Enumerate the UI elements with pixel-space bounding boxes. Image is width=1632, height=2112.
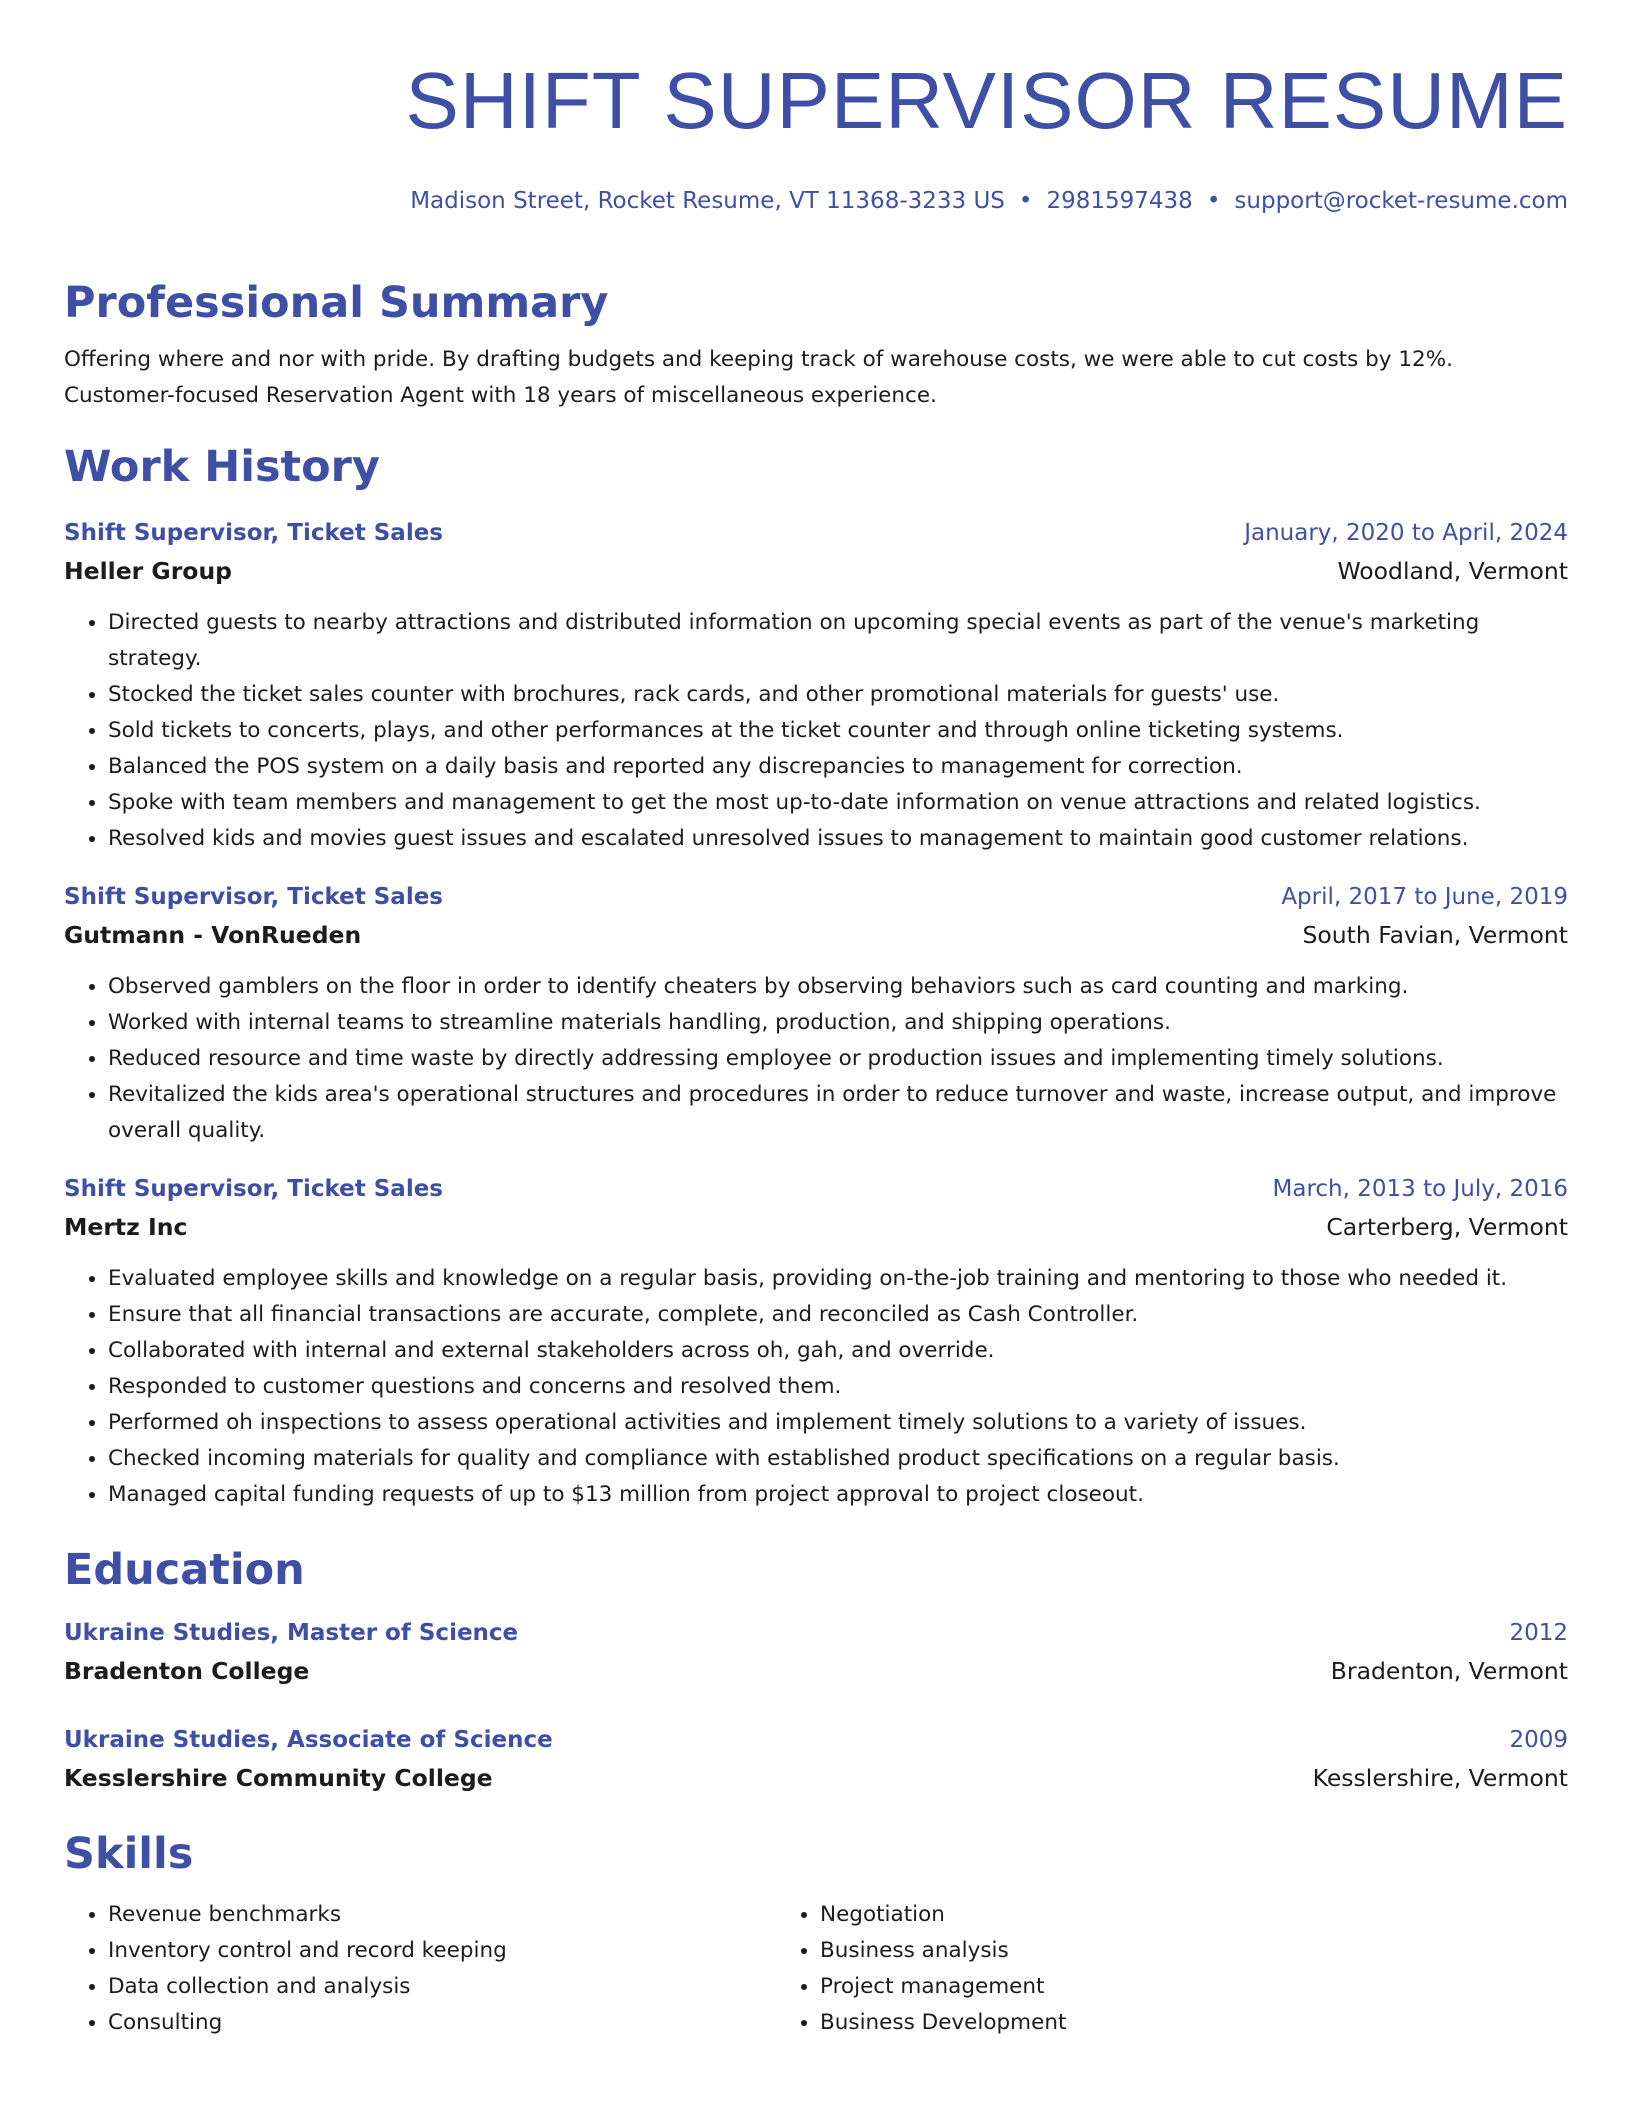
job-title: Shift Supervisor, Ticket Sales: [64, 1176, 443, 1202]
job-bullet: • Revitalized the kids area's operational structures and procedures in order to reduce turnover and waste, increase output, and improve overall quality.: [108, 1077, 1568, 1149]
job-bullet: • Balanced the POS system on a daily basis and reported any discrepancies to management for correction.: [108, 749, 1568, 785]
skill-item: • Business analysis: [820, 1933, 1444, 1969]
skills-list: [64, 1897, 1568, 2041]
resume-title: SHIFT SUPERVISOR RESUME: [405, 56, 1568, 145]
contact-address: Madison Street, Rocket Resume, VT 11368-3233 US: [410, 188, 1005, 214]
job-bullet: • Spoke with team members and management to get the most up-to-date information on venue attractions and related logistics.: [108, 785, 1568, 821]
job-bullet: • Responded to customer questions and concerns and resolved them.: [108, 1369, 1568, 1405]
skill-item: • Revenue benchmarks: [108, 1897, 754, 1933]
section-title-skills: Skills: [64, 1829, 194, 1879]
section-title-education: Education: [64, 1545, 305, 1595]
contact-separator: •: [1018, 188, 1033, 214]
skills-column-right: [754, 1897, 1444, 2041]
skills-column-left: [64, 1897, 754, 2041]
job-entry: [64, 878, 1568, 1149]
job-bullet: • Stocked the ticket sales counter with brochures, rack cards, and other promotional materials for guests' use.: [108, 677, 1568, 713]
education-location: Kesslershire, Vermont: [1312, 1764, 1568, 1792]
job-location: South Favian, Vermont: [1302, 921, 1568, 949]
job-bullet: • Sold tickets to concerts, plays, and other performances at the ticket counter and through online ticketing systems.: [108, 713, 1568, 749]
job-dates: March, 2013 to July, 2016: [1272, 1176, 1568, 1202]
skill-item: • Inventory control and record keeping: [108, 1933, 754, 1969]
job-dates: April, 2017 to June, 2019: [1281, 884, 1568, 910]
job-bullet: • Performed oh inspections to assess operational activities and implement timely solutions to a variety of issues.: [108, 1405, 1568, 1441]
contact-phone: 2981597438: [1046, 188, 1193, 214]
education-school: Kesslershire Community College: [64, 1764, 493, 1792]
job-dates: January, 2020 to April, 2024: [1244, 520, 1568, 546]
job-company: Gutmann - VonRueden: [64, 921, 362, 949]
education-degree: Ukraine Studies, Associate of Science: [64, 1727, 553, 1753]
job-title: Shift Supervisor, Ticket Sales: [64, 884, 443, 910]
skill-item: • Negotiation: [820, 1897, 1444, 1933]
job-bullets: [64, 969, 1568, 1149]
job-bullet: • Collaborated with internal and external stakeholders across oh, gah, and override.: [108, 1333, 1568, 1369]
job-location: Carterberg, Vermont: [1326, 1213, 1568, 1241]
job-bullet: • Reduced resource and time waste by directly addressing employee or production issues and implementing timely solutions.: [108, 1041, 1568, 1077]
education-entry: [64, 1614, 1568, 1690]
job-title: Shift Supervisor, Ticket Sales: [64, 520, 443, 546]
job-bullet: • Managed capital funding requests of up to $13 million from project approval to project closeout.: [108, 1477, 1568, 1513]
job-company: Mertz Inc: [64, 1213, 188, 1241]
job-bullet: • Worked with internal teams to streamline materials handling, production, and shipping operations.: [108, 1005, 1568, 1041]
job-entry: [64, 1170, 1568, 1513]
job-bullet: • Ensure that all financial transactions are accurate, complete, and reconciled as Cash Controller.: [108, 1297, 1568, 1333]
section-title-work-history: Work History: [64, 442, 380, 492]
job-company: Heller Group: [64, 557, 232, 585]
job-location: Woodland, Vermont: [1337, 557, 1568, 585]
education-year: 2012: [1509, 1620, 1568, 1646]
education-school: Bradenton College: [64, 1657, 310, 1685]
education-degree: Ukraine Studies, Master of Science: [64, 1620, 519, 1646]
education-year: 2009: [1509, 1727, 1568, 1753]
job-bullet: • Directed guests to nearby attractions and distributed information on upcoming special events as part of the venue's marketing strategy.: [108, 605, 1568, 677]
job-bullets: [64, 605, 1568, 857]
job-bullet: • Evaluated employee skills and knowledge on a regular basis, providing on-the-job training and mentoring to those who needed it.: [108, 1261, 1568, 1297]
job-bullet: • Resolved kids and movies guest issues and escalated unresolved issues to management to maintain good customer relations.: [108, 821, 1568, 857]
resume-header: [64, 55, 1568, 216]
job-entry: [64, 514, 1568, 857]
contact-separator: •: [1206, 188, 1221, 214]
job-bullets: [64, 1261, 1568, 1513]
skill-item: • Data collection and analysis: [108, 1969, 754, 2005]
contact-email: support@rocket-resume.com: [1234, 188, 1568, 214]
summary-text: Offering where and nor with pride. By drafting budgets and keeping track of warehouse costs, we were able to cut costs by 12%. Customer-focused Reservation Agent with 18 years of miscellaneous experience.: [64, 347, 1453, 408]
skill-item: • Project management: [820, 1969, 1444, 2005]
job-bullet: • Observed gamblers on the floor in order to identify cheaters by observing behaviors such as card counting and marking.: [108, 969, 1568, 1005]
skill-item: • Business Development: [820, 2005, 1444, 2041]
education-entry: [64, 1721, 1568, 1797]
job-bullet: • Checked incoming materials for quality and compliance with established product specifications on a regular basis.: [108, 1441, 1568, 1477]
section-title-summary: Professional Summary: [64, 278, 609, 328]
skill-item: • Consulting: [108, 2005, 754, 2041]
contact-line: [64, 186, 1568, 216]
education-location: Bradenton, Vermont: [1330, 1657, 1568, 1685]
